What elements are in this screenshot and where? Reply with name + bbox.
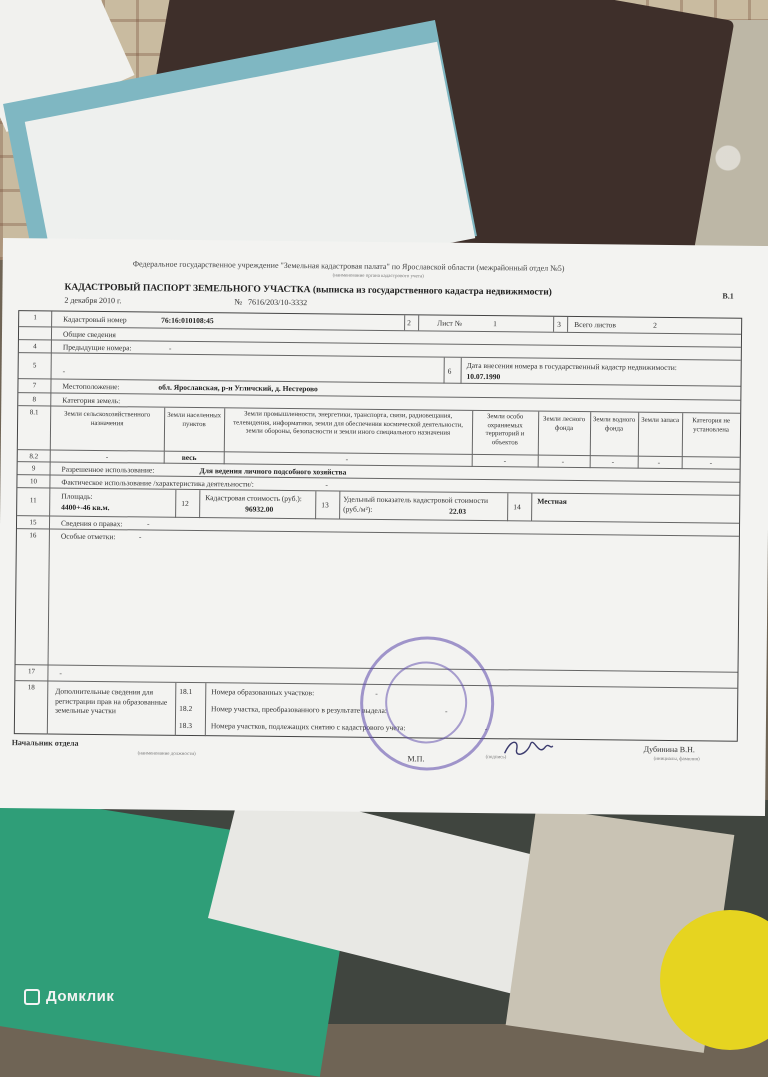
row-17: 17 - xyxy=(15,664,737,689)
institution-sub: (наименование органа кадастрового учета) xyxy=(332,273,424,280)
location: обл. Ярославская, р-н Угличский, д. Нестерово xyxy=(158,382,318,394)
row-9: 9 Разрешенное использование: Для ведения личного подсобного хозяйства xyxy=(18,461,740,483)
cadastral-cost: 96932.00 xyxy=(245,504,274,514)
official-stamp xyxy=(359,636,494,771)
row-7: 7 Местоположение: обл. Ярославская, р-н Угличский, д. Нестерово xyxy=(18,378,740,401)
cadastral-number: 76:16:010108:45 xyxy=(161,315,214,326)
signature xyxy=(501,735,555,762)
category-selected: весь xyxy=(181,452,197,463)
area: 4400+-46 кв.м. xyxy=(61,502,110,513)
row-18: 18 Дополнительные сведения для регистрации прав на образованные земельные участки 18.1 Номера образованных участков: - 18.2 Номер участка, преобразованного в результате выдела: - 18.3 Номера участков, подлежащих снятию с кадастрового учета: - xyxy=(15,680,738,742)
signer-name: Дубинина В.Н. xyxy=(643,744,695,755)
row-8: 8 Категория земель: xyxy=(18,392,740,414)
permitted-use: Для ведения личного подсобного хозяйства xyxy=(199,466,347,477)
document-number: № 7616/203/10-3332 xyxy=(234,297,308,308)
mp-label: М.П. xyxy=(407,754,425,764)
sheet-number: 1 xyxy=(493,319,497,329)
document-title: КАДАСТРОВЫЙ ПАСПОРТ ЗЕМЕЛЬНОГО УЧАСТКА (выписка из государственного кадастра недвижимости) xyxy=(64,282,552,298)
row-10: 10 Фактическое использование /характеристика деятельности/: - xyxy=(17,474,739,496)
total-sheets: 2 xyxy=(653,320,657,330)
row-general: Общие сведения xyxy=(19,326,741,348)
row-8-1-categories: 8.1 Земли сельскохозяйственного назначения Земли населенных пунктов Земли промышленности, энергетики, транспорта, связи, радиовещания, телевидения, информатики, земли для обеспечения космической деятельности, земли обороны, безопасности и земли иного специального назначения Земли особо охраняемых территорий и объектов Земли лесного фонда Земли водного фонда Земли запаса Категория не установлена xyxy=(18,405,740,458)
row-11-14: 11 Площадь: 4400+-46 кв.м. 12 Кадастровая стоимость (руб.): 96932.00 13 Удельный показатель кадастровой стоимости (руб./м²): 22.03 14 Местная xyxy=(17,487,739,524)
sheet-code: В.1 xyxy=(722,291,734,301)
document-date: 2 декабря 2010 г. xyxy=(64,295,122,306)
domclick-logo-icon xyxy=(24,989,40,1005)
institution-name: Федеральное государственное учреждение "Земельная кадастровая палата" по Ярославской области (межрайонный отдел №5) xyxy=(132,259,565,273)
row-8-2-values: 8.2 - весь - - - - - - xyxy=(18,449,740,470)
row-15: 15 Сведения о правах: - xyxy=(17,515,739,537)
row-4: 4 Предыдущие номера: - xyxy=(19,339,741,361)
cadastral-passport: Федеральное государственное учреждение "Земельная кадастровая палата" по Ярославской области (межрайонный отдел №5) (наименование органа кадастрового учета) КАДАСТРОВЫЙ ПАСПОРТ ЗЕМЕЛЬНОГО УЧАСТКА (выписка из государственного кадастра недвижимости) В.1 2 декабря 2010 г. № 7616/203/10-3332 1 Кадастровый номер 76:16:010108:45 2 Лист № 1 3 Всего листов 2 Общие сведения 4 Предыдущие номера: - 5 - 6 Дата внесения номера в государственный кадастр недвижимости: 10.07.1990 7 Местоположение: обл. Ярославская, р-н Угличский, д. Нестерово 8 Категория земель: 8.1 Земли сельскохозяйственного назначения Земли населенных пунктов Земли промышленности, энергетики, транспорта, связи, радиовещания, телевидения, информатики, земли для обеспечения космической деятельности, земли обороны, безопасности и земли иного специального назначения Земли особо охраняемых территорий и объектов Земли лесного фонда Земли водного фонда Земли запаса Категория не установлена 8.2 - весь - - - - - - 9 Разрешенное использование: Для ведения личного подсобного хозяйства 10 Фактическое использование /характеристика деятельности/: - 11 Площадь: 4400+-46 кв.м. 12 Кадастровая стоимость (руб.): 96932.00 13 Удельный показатель кадастровой стоимости (руб./м²): 22.03 14 Местная 15 Сведения о правах: - 16 Особые отметки: - 17 - 18 Дополнительные сведения для регистрации прав на образованные земельные участки 18.1 Номера образованных участков: - 18.2 Номер участка, преобразованного в результате выдела: - 18.3 Номера участков, подлежащих снятию с кадастрового учета: - Начальник отдела (наименование должности) М.П. (подпись) Дубинина В.Н. (инициалы, фамилия) xyxy=(0,238,768,816)
domclick-watermark: Домклик xyxy=(24,988,114,1005)
row-5-6: 5 - 6 Дата внесения номера в государственный кадастр недвижимости: 10.07.1990 xyxy=(19,352,741,387)
row-16: 16 Особые отметки: - xyxy=(16,528,739,673)
row-1: 1 Кадастровый номер 76:16:010108:45 2 Лист № 1 3 Всего листов 2 xyxy=(19,311,741,334)
entry-date: 10.07.1990 xyxy=(466,371,501,382)
position-title: Начальник отдела xyxy=(11,738,79,748)
unit-index: 22.03 xyxy=(449,506,467,516)
